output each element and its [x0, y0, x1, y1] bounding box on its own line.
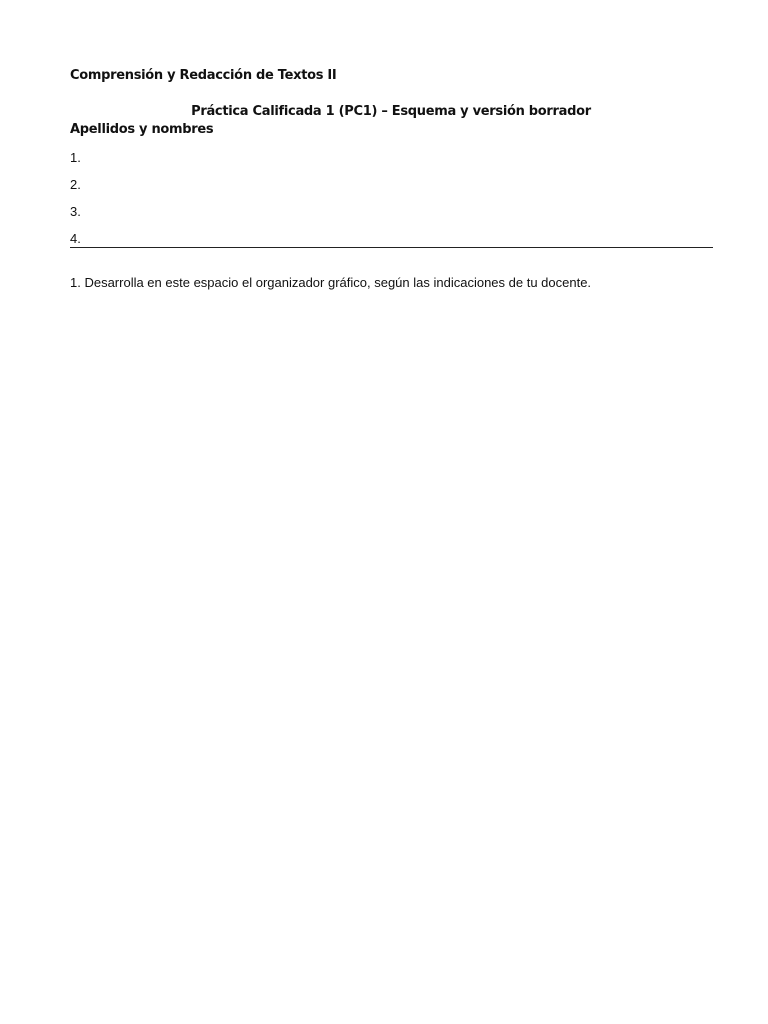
instruction-text: 1. Desarrolla en este espacio el organizador gráfico, según las indicaciones de tu docente.	[70, 275, 592, 290]
names-label: Apellidos y nombres	[70, 122, 214, 137]
practice-title: Práctica Calificada 1 (PC1) – Esquema y versión borrador	[191, 104, 591, 119]
name-line: 1.	[70, 150, 81, 165]
course-title: Comprensión y Redacción de Textos II	[70, 68, 337, 83]
names-list	[70, 150, 81, 258]
name-line: 2.	[70, 177, 81, 192]
section-divider	[70, 247, 713, 248]
name-line: 4.	[70, 231, 81, 246]
name-line: 3.	[70, 204, 81, 219]
